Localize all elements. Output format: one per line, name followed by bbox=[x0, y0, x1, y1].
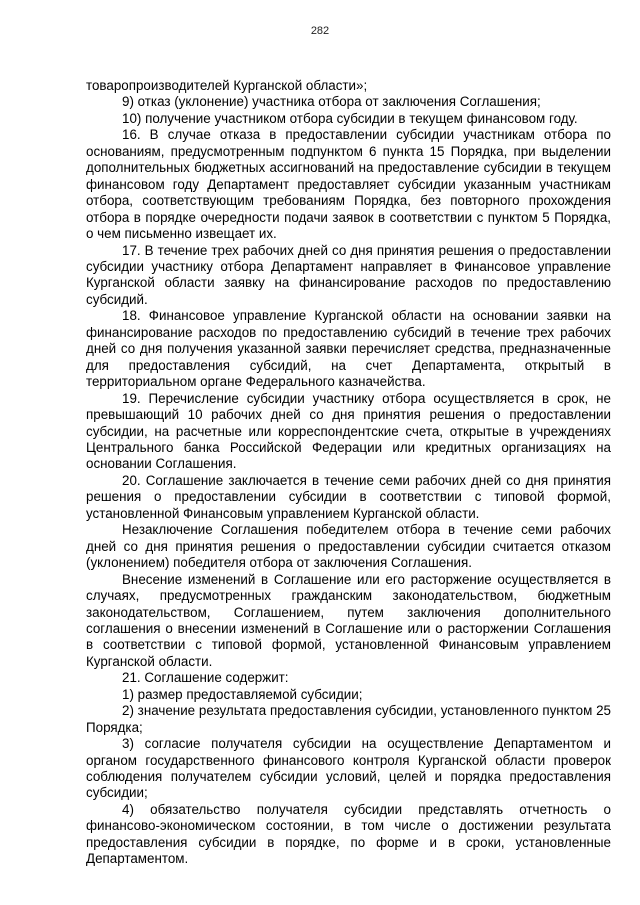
clause-21: 21. Соглашение содержит: bbox=[122, 670, 289, 686]
list-item-9: 9) отказ (уклонение) участника отбора от заключения Соглашения; bbox=[122, 94, 541, 110]
clause-18: 18. Финансовое управление Курганской области на основании заявки на финансирование расходов по предоставлению субсидий в течение трех рабочих дней со дня получения указанной заявки перечисляет средства, предназначенные для предоставления субсидий, на счет Департамента, открытый в территориальном органе Федерального казначейства. bbox=[86, 308, 611, 390]
clause-21-item-2: 2) значение результата предоставления субсидии, установленного пунктом 25 Порядка; bbox=[86, 703, 611, 735]
clause-19: 19. Перечисление субсидии участнику отбора осуществляется в срок, не превышающий 10 рабочих дней со дня принятия решения о предоставлении субсидии, на расчетные или корреспондентские счета, открытые в учреждениях Центрального банка Российской Федерации или кредитных организациях на основании Соглашения. bbox=[86, 390, 611, 472]
page-number: 282 bbox=[310, 25, 330, 37]
paragraph-amendments: Внесение изменений в Соглашение или его расторжение осуществляется в случаях, предусмотренных гражданским законодательством, бюджетным законодательством, Соглашением, путем заключения дополнительного соглашения о внесении изменений в Соглашение или о расторжении Соглашения в соответствии с типовой формой, установленной Финансовым управлением Курганской области. bbox=[86, 571, 611, 669]
clause-21-item-1: 1) размер предоставляемой субсидии; bbox=[122, 686, 363, 702]
clause-17: 17. В течение трех рабочих дней со дня принятия решения о предоставлении субсидии участнику отбора Департамент направляет в Финансовое управление Курганской области заявку на финансирование расходов по предоставлению субсидий. bbox=[86, 242, 611, 307]
paragraph-continuation: товаропроизводителей Курганской области»; bbox=[86, 78, 368, 93]
list-item-10: 10) получение участником отбора субсидии в текущем финансовом году. bbox=[122, 110, 578, 126]
clause-21-item-4: 4) обязательство получателя субсидии представлять отчетность о финансово-экономическом состоянии, в том числе о достижении результата предоставления субсидии в порядке, по форме и в сроки, установленные Департаментом. bbox=[86, 801, 611, 867]
clause-20: 20. Соглашение заключается в течение семи рабочих дней со дня принятия решения о предоставлении субсидии в соответствии с типовой формой, установленной Финансовым управлением Курганской области. bbox=[86, 472, 611, 521]
paragraph-non-conclusion: Незаключение Соглашения победителем отбора в течение семи рабочих дней со дня принятия решения о предоставлении субсидии считается отказом (уклонением) победителя отбора от заключения Соглашения. bbox=[86, 522, 611, 571]
clause-16: 16. В случае отказа в предоставлении субсидии участникам отбора по основаниям, предусмотренным подпунктом 6 пункта 15 Порядка, при выделении дополнительных бюджетных ассигнований на предоставление субсидии в текущем финансовом году Департамент предоставляет субсидии указанным участникам отбора, соответствующим требованиям Порядка, без повторного прохождения отбора в порядке очередности подачи заявок в соответствии с пунктом 5 Порядка, о чем письменно извещает их. bbox=[86, 127, 611, 242]
clause-21-item-3: 3) согласие получателя субсидии на осуществление Департаментом и органом государственного финансового контроля Курганской области проверок соблюдения получателем субсидии условий, целей и порядка предоставления субсидии; bbox=[86, 736, 611, 801]
document-body bbox=[86, 78, 611, 868]
